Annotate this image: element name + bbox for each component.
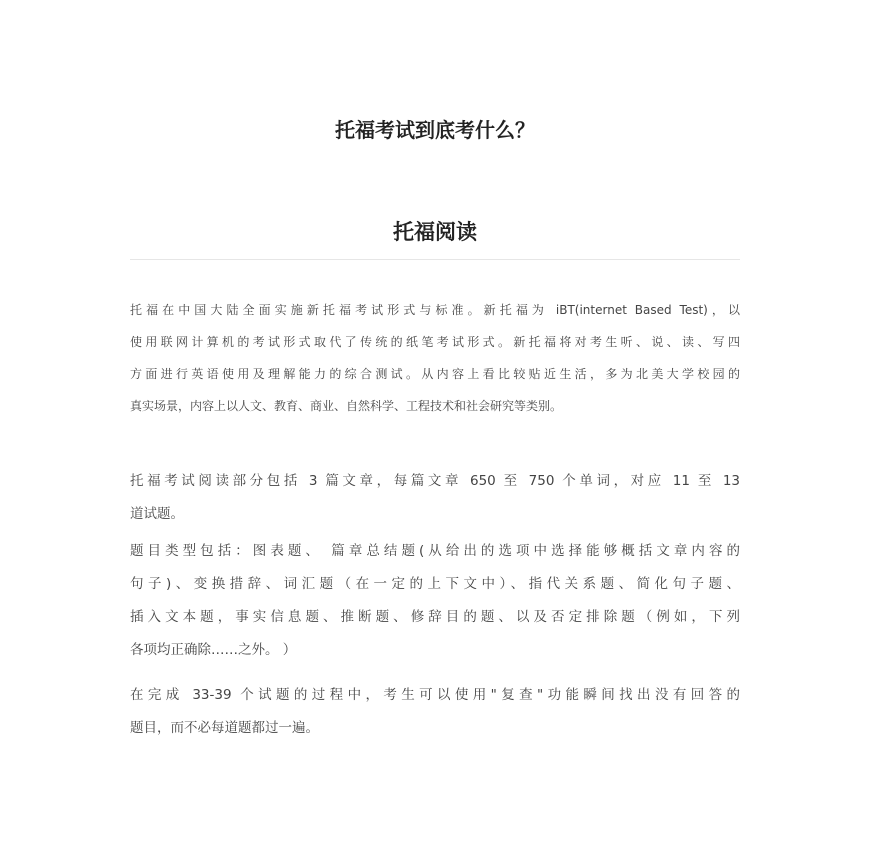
text-line: 各项均正确除……之外。 ） — [130, 642, 297, 658]
text-line: 方面进行英语使用及理解能力的综合测试。从内容上看比较贴近生活，多为北美大学校园的 — [130, 367, 740, 381]
question-types-paragraph — [130, 540, 740, 672]
text-line: 道试题。 — [130, 506, 184, 522]
text-line: 真实场景，内容上以人文、教育、商业、自然科学、工程技术和社会研究等类别。 — [130, 399, 563, 413]
page-title: 托福考试到底考什么？ — [335, 118, 535, 142]
section-heading: 托福阅读 — [393, 220, 477, 244]
text-line: 插入文本题，事实信息题、推断题、修辞目的题、以及否定排除题（例如，下列 — [130, 609, 740, 625]
text-line: 托福考试阅读部分包括 3 篇文章，每篇文章 650 至 750 个单词，对应 11 至 13 — [130, 473, 740, 489]
text-line: 题目，而不必每道题都过一遍。 — [130, 720, 319, 736]
text-line: 托福在中国大陆全面实施新托福考试形式与标准。新托福为 iBT(internet Based Test)，以 — [130, 303, 740, 317]
text-line: 句子)、变换措辞、词汇题（在一定的上下文中）、指代关系题、简化句子题、 — [130, 576, 740, 592]
text-line: 在完成 33-39 个试题的过程中，考生可以使用"复查"功能瞬间找出没有回答的 — [130, 687, 740, 703]
intro-paragraph — [130, 300, 740, 428]
reading-structure-paragraph — [130, 470, 740, 536]
text-line: 题目类型包括：图表题、 篇章总结题(从给出的选项中选择能够概括文章内容的 — [130, 543, 740, 559]
review-feature-paragraph — [130, 684, 740, 750]
text-line: 使用联网计算机的考试形式取代了传统的纸笔考试形式。新托福将对考生听、说、读、写四 — [130, 335, 740, 349]
divider — [130, 259, 740, 260]
